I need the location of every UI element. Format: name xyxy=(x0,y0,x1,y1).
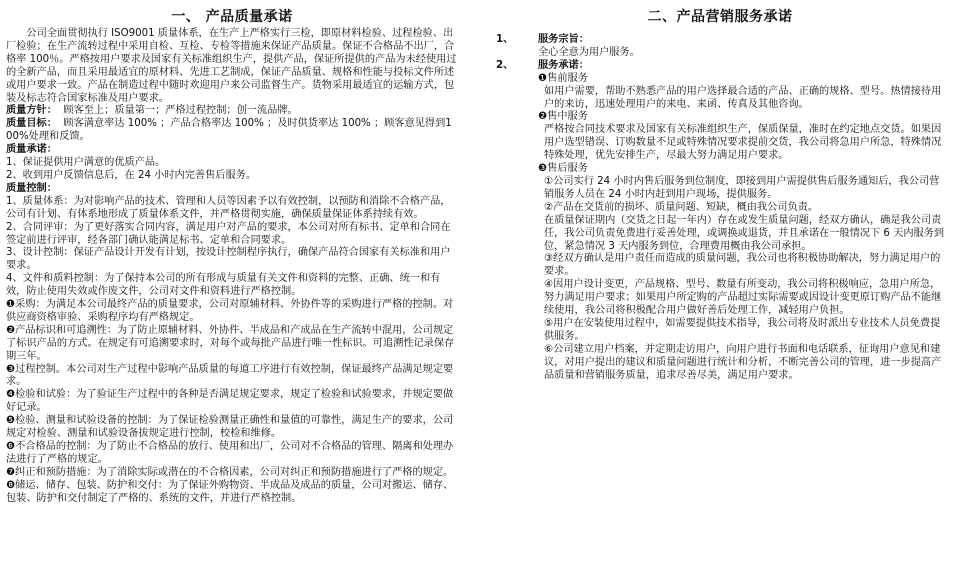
right-column xyxy=(494,0,946,382)
control-item-2: 2、合同评审：为了更好落实合同内容，满足用户对产品的要求，本公司对所有标书、定单和合同在签定前进行评审，经各部门确认能满足标书、定单和合同要求。 xyxy=(6,221,451,246)
sub-item-text: 纠正和预防措施：为了消除实际或潜在的不合格因素，公司对纠正和预防措施进行了严格的规定。 xyxy=(15,466,454,478)
quality-policy xyxy=(6,105,458,118)
circled-number: ❺ xyxy=(6,415,16,427)
service-purpose-text: 全心全意为用户服务。 xyxy=(538,46,640,58)
circled-number: ❶ xyxy=(6,299,16,311)
control-item-3: 3、设计控制：保证产品设计开发有计划，按设计控制程序执行，确保产品符合国家有关标准和用户要求。 xyxy=(6,247,451,272)
circled-number: ❷ xyxy=(538,111,548,123)
aftersale-item: ⑥公司建立用户档案，并定期走访用户，向用户进行书面和电话联系，征询用户意见和建议，对用户提出的建议和质量问题进行统计和分析，不断完善公司的管理，进一步提高产品质量和营销服务质量，追求尽善尽美，满足用户要求。 xyxy=(544,343,942,381)
sub-item-text: 采购：为满足本公司最终产品的质量要求，公司对原辅材料、外协件等的采购进行严格的控制。对供应商资格审验、采购程序均有严格规定。 xyxy=(6,299,454,323)
commit-label: 质量承诺： xyxy=(6,144,57,156)
goal-text: 顾客满意率达 100% ；产品合格率达 100% ；及时供货率达 100% ；顾客意见得到100%处理和反馈。 xyxy=(6,118,452,143)
service-commit-title: 服务承诺： xyxy=(538,59,589,71)
sub-item-text: 检验和试验：为了验证生产过程中的各种是否满足规定要求，规定了检验和试验要求，并规定要做好记录。 xyxy=(6,389,454,414)
circled-number: ❷ xyxy=(6,324,16,336)
circled-number: ❶ xyxy=(538,72,548,84)
control-sub-item xyxy=(6,389,458,415)
control-item-4: 4、文件和质料控制：为了保持本公司的所有形成与质量有关文件和资料的完整、正确、统一和有效，防止使用失效或作废文件，公司对文件和资料进行严格控制。 xyxy=(6,273,441,298)
commit-item-1: 1、保证提供用户满意的优质产品。 xyxy=(6,157,166,169)
section-number: 1、 xyxy=(496,34,514,45)
control-label: 质量控制： xyxy=(6,182,57,194)
insale-title xyxy=(494,111,946,124)
left-column xyxy=(6,0,458,506)
presale-title xyxy=(494,73,946,86)
presale-text: 如用户需要，帮助不熟悉产品的用户选择最合适的产品、正确的规格、型号。热情接待用户的来访，迅速处理用户的来电、来函、传真及其他咨询。 xyxy=(544,85,942,110)
circled-number: ❸ xyxy=(538,163,548,175)
control-item-1: 1、质量体系：为对影响产品的技术、管理和人员等因素予以有效控制，以预防和消除不合格产品，公司有计划、有体系地形成了质量体系文件，并严格贯彻实施，确保质量保证体系持续有效。 xyxy=(6,195,451,220)
goal-label: 质量目标： xyxy=(6,118,57,130)
aftersale-title xyxy=(494,163,946,176)
sub-item-text: 检验、测量和试验设备的控制：为了保证检验测量正确性和量值的可靠性，满足生产的要求，公司规定对检验、测量和试验设备拔规定进行控制，校检和维修。 xyxy=(6,415,454,440)
quality-heading: 一、 产品质量承诺 xyxy=(171,9,293,25)
control-sub-item xyxy=(6,299,458,325)
presale-title-text: 售前服务 xyxy=(547,72,588,84)
section-number: 2、 xyxy=(496,59,514,71)
aftersale-item: ⑤用户在安装使用过程中，如需要提供技术指导，我公司将及时派出专业技术人员免费提供服务。 xyxy=(544,317,941,342)
circled-number: ❼ xyxy=(6,466,16,478)
service-purpose-title: 服务宗旨： xyxy=(538,34,589,45)
sub-item-text: 过程控制。本公司对生产过程中影响产品质量的每道工序进行有效控制，保证最终产品满足规定要求。 xyxy=(6,363,454,388)
control-sub-item xyxy=(6,364,458,390)
circled-number: ❽ xyxy=(6,479,16,491)
aftersale-item: ②产品在交货前的损坏、质量问题、短缺，概由我公司负责。 xyxy=(544,201,819,213)
aftersale-item: ③经双方确认是用户责任而造成的质量问题，我公司也将积极协助解决，努力满足用户的要求。 xyxy=(544,253,941,278)
circled-number: ❻ xyxy=(6,441,16,452)
aftersale-item: ④因用户设计变更，产品规格、型号、数量有所变动，我公司将积极响应，急用户所急，努力满足用户要求；如果用户所定购的产品超过实际需要或因设计变更原订购产品不能继续使用，我公司将积极配合用户做好善后处理工作，减轻用户负担。 xyxy=(544,279,942,317)
insale-text: 严格按合同技术要求及国家有关标准组织生产，保质保量，准时在约定地点交货。如果因用户选型错误、订购数量不足或特殊情况要求提前交货，我公司将急用户所急，特殊情况特殊处理，优先安排生产，尽最大努力满足用户要求。 xyxy=(544,124,942,162)
control-sub-item xyxy=(6,415,458,441)
sub-item-text: 不合格品的控制：为了防止不合格品的放行、使用和出厂，公司对不合格品的管理、隔离和处理办法进行了严格的规定。 xyxy=(6,441,454,465)
sub-item-text: 储运、储存、包装、防护和交付：为了保证外购物资、半成品及成品的质量，公司对搬运、储存、包装、防护和交付制定了严格的、系统的文件，并进行严格控制。 xyxy=(6,479,454,504)
control-sub-item xyxy=(6,480,458,506)
aftersale-title-text: 售后服务 xyxy=(547,163,588,175)
service-heading: 二、产品营销服务承诺 xyxy=(647,9,793,25)
policy-label: 质量方针： xyxy=(6,105,57,117)
quality-goal xyxy=(6,118,458,144)
control-sub-item xyxy=(6,467,458,480)
commit-item-2: 2、收到用户反馈信息后，在 24 小时内完善售后服务。 xyxy=(6,169,257,181)
service-purpose-row xyxy=(494,34,946,47)
quality-intro: 公司全面贯彻执行 ISO9001 质量体系，在生产上严格实行三检，即原材料检验、过程检验、出厂检验；在生产流转过程中采用自检、互检、专检等措施来保证产品质量。保证不合格品不出厂，合格率 100％。严格按用户要求及国家有关标准组织生产，提供产品，保证所提供的产品为未经使用过的全新产品，而且采用最适宜的原材料、先进工艺制成，保证产品质量、规格和性能与投标文件所述或用户要求一致。产品在制造过程中随时欢迎用户来公司监督生产。货物采用最适宜的运输方式，包装及标志符合国家标准及用户要求。 xyxy=(6,28,457,104)
aftersale-item: 在质量保证期内（交货之日起一年内）存在或发生质量问题，经双方确认，确是我公司责任，我公司负责免费进行妥善处理，或调换或退货，并且承诺在一般情况下 6 天内服务到位，紧急情况 3 天内服务到位，合理费用概由我公司承担。 xyxy=(544,214,945,252)
sub-item-text: 产品标识和可追溯性：为了防止原辅材料、外协件、半成品和产成品在生产流转中混用，公司规定了标识产品的方式。在规定有可追溯要求时，对每个或每批产品进行唯一性标识。可追溯性记录保存期三年。 xyxy=(6,324,455,362)
policy-text: 顾客至上；质量第一；严格过程控制；创一流品牌。 xyxy=(63,105,298,117)
circled-number: ❹ xyxy=(6,389,16,401)
service-commit-row xyxy=(494,60,946,73)
circled-number: ❸ xyxy=(6,363,16,375)
control-sub-item xyxy=(6,325,458,364)
aftersale-item: ①公司实行 24 小时内售后服务到位制度，即接到用户需提供售后服务通知后，我公司营销服务人员在 24 小时内赶到用户现场，提供服务。 xyxy=(544,175,940,200)
control-sub-item xyxy=(6,441,458,467)
insale-title-text: 售中服务 xyxy=(547,111,588,123)
